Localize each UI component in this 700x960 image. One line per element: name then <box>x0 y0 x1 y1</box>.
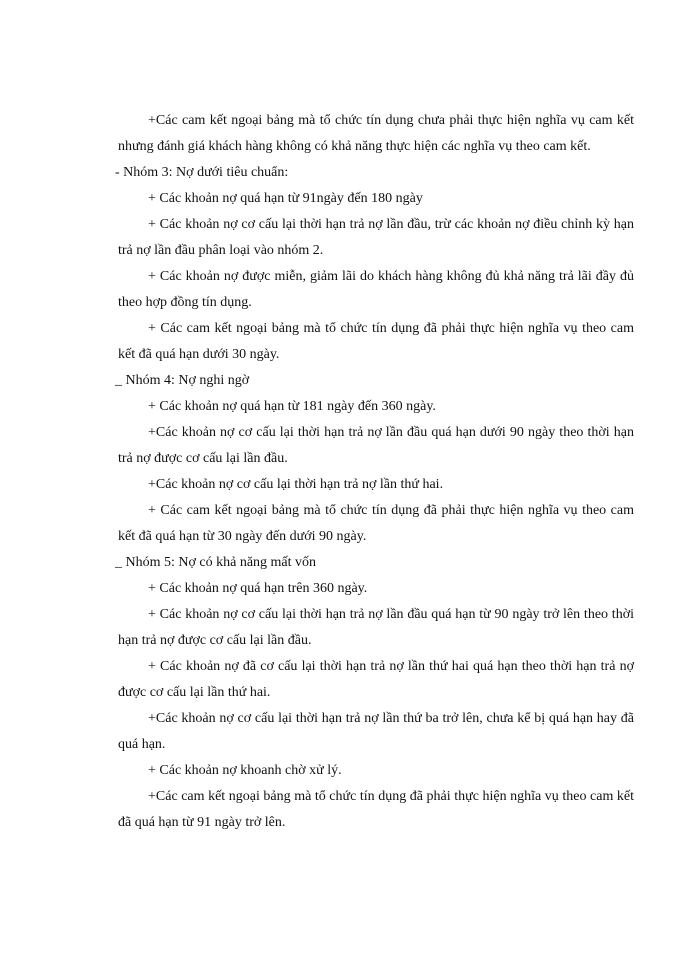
item-paragraph: +Các cam kết ngoại bảng mà tổ chức tín dụng chưa phải thực hiện nghĩa vụ cam kết nhưng đánh giá khách hàng không có khả năng thực hiện các nghĩa vụ theo cam kết. <box>118 113 634 154</box>
item-paragraph: +Các khoản nợ cơ cấu lại thời hạn trả nợ lần thứ hai. <box>148 477 444 492</box>
document-body <box>115 108 634 836</box>
group-4-heading: _ Nhóm 4: Nợ nghi ngờ <box>115 373 250 388</box>
item-paragraph: + Các cam kết ngoại bảng mà tổ chức tín dụng đã phải thực hiện nghĩa vụ theo cam kết đã quá hạn dưới 30 ngày. <box>118 321 634 362</box>
item-paragraph: + Các cam kết ngoại bảng mà tổ chức tín dụng đã phải thực hiện nghĩa vụ theo cam kết đã quá hạn từ 30 ngày đến dưới 90 ngày. <box>118 503 634 544</box>
item-paragraph: + Các khoản nợ đã cơ cấu lại thời hạn trả nợ lần thứ hai quá hạn theo thời hạn trả nợ được cơ cấu lại lần thứ hai. <box>118 659 634 700</box>
item-paragraph: + Các khoản nợ cơ cấu lại thời hạn trả nợ lần đầu quá hạn từ 90 ngày trở lên theo thời hạn trả nợ được cơ cấu lại lần đầu. <box>118 607 634 648</box>
item-paragraph: + Các khoản nợ khoanh chờ xử lý. <box>148 763 342 778</box>
item-paragraph: + Các khoản nợ được miễn, giảm lãi do khách hàng không đủ khả năng trả lãi đầy đủ theo hợp đồng tín dụng. <box>118 269 634 310</box>
item-paragraph: + Các khoản nợ quá hạn trên 360 ngày. <box>148 581 368 596</box>
group-3-heading: - Nhóm 3: Nợ dưới tiêu chuẩn: <box>115 165 289 180</box>
item-paragraph: +Các cam kết ngoại bảng mà tổ chức tín dụng đã phải thực hiện nghĩa vụ theo cam kết đã quá hạn từ 91 ngày trở lên. <box>118 789 634 830</box>
item-paragraph: + Các khoản nợ quá hạn từ 91ngày đến 180 ngày <box>148 191 423 206</box>
item-paragraph: + Các khoản nợ cơ cấu lại thời hạn trả nợ lần đầu, trừ các khoản nợ điều chỉnh kỳ hạn trả nợ lần đầu phân loại vào nhóm 2. <box>118 217 634 258</box>
item-paragraph: +Các khoản nợ cơ cấu lại thời hạn trả nợ lần thứ ba trở lên, chưa kể bị quá hạn hay đã quá hạn. <box>118 711 634 752</box>
item-paragraph: +Các khoản nợ cơ cấu lại thời hạn trả nợ lần đầu quá hạn dưới 90 ngày theo thời hạn trả nợ được cơ cấu lại lần đầu. <box>118 425 634 466</box>
group-5-heading: _ Nhóm 5: Nợ có khả năng mất vốn <box>115 555 317 570</box>
item-paragraph: + Các khoản nợ quá hạn từ 181 ngày đến 360 ngày. <box>148 399 436 414</box>
